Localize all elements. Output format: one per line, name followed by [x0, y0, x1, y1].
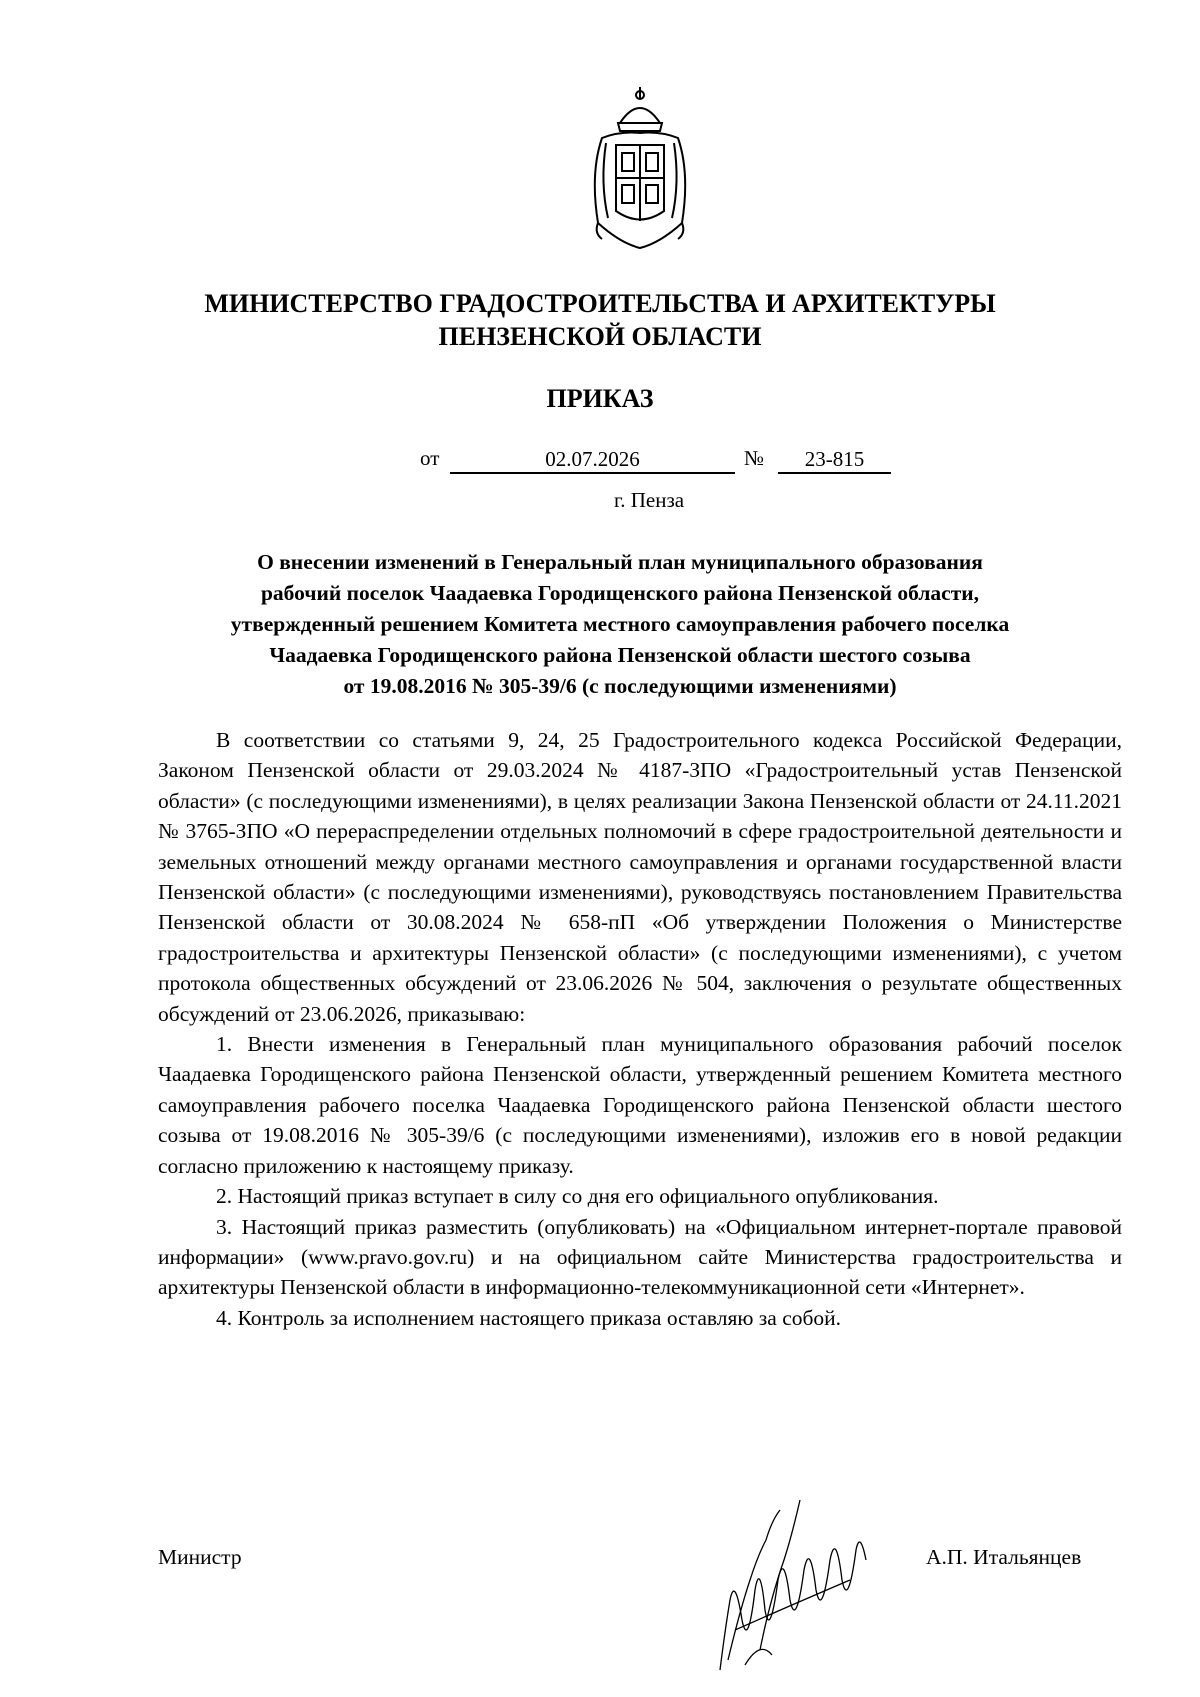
subject-line1: О внесении изменений в Генеральный план муниципального образования [257, 550, 983, 574]
date-label: от [420, 446, 440, 470]
signer-position: Министр [158, 1545, 242, 1569]
signer-name: А.П. Итальянцев [926, 1545, 1082, 1569]
order-item-3: 3. Настоящий приказ разместить (опубликовать) на «Официальном интернет-портале правовой информации» (www.pravo.gov.ru) и на официальном сайте Министерства градостроительства и архитектуры Пензенской области в информационно-телекоммуникационной сети «Интернет». [158, 1214, 1122, 1300]
subject-line4: Чаадаевка Городищенского района Пензенской области шестого созыва [269, 643, 971, 667]
handwritten-signature-icon [700, 1480, 880, 1680]
order-item-1: 1. Внести изменения в Генеральный план муниципального образования рабочий поселок Чаадаевка Городищенского района Пензенской области, утвержденный решением Комитета местного самоуправления рабочего поселка Чаадаевка Городищенского района Пензенской области шестого созыва от 19.08.2016 № 305-39/6 (с последующими изменениями), изложив его в новой редакции согласно приложению к настоящему приказу. [158, 1032, 1122, 1178]
number-label: № [744, 446, 765, 470]
subject-line5: от 19.08.2016 № 305-39/6 (с последующими изменениями) [343, 674, 897, 698]
organization-name-line1: МИНИСТЕРСТВО ГРАДОСТРОИТЕЛЬСТВА И АРХИТЕКТУРЫ [204, 289, 996, 318]
organization-name-line2: ПЕНЗЕНСКОЙ ОБЛАСТИ [438, 322, 762, 351]
city: г. Пенза [614, 488, 685, 512]
document-type: ПРИКАЗ [546, 384, 654, 413]
document-date: 02.07.2026 [450, 446, 735, 474]
subject-line2: рабочий поселок Чаадаевка Городищенского района Пензенской области, [260, 581, 980, 605]
preamble-paragraph: В соответствии со статьями 9, 24, 25 Градостроительного кодекса Российской Федерации, Законом Пензенской области от 29.03.2024 № 4187-ЗПО «Градостроительный устав Пензенской области» (с последующими изменениями), в целях реализации Закона Пензенской области от 24.11.2021 № 3765-ЗПО «О перераспределении отдельных полномочий в сфере градостроительной деятельности и земельных отношений между органами местного самоуправления и органами государственной власти Пензенской области» (с последующими изменениями), руководствуясь постановлением Правительства Пензенской области от 30.08.2024 № 658-пП «Об утверждении Положения о Министерстве градостроительства и архитектуры Пензенской области» (с последующими изменениями), с учетом протокола общественных обсуждений от 23.06.2026 № 504, заключения о результате общественных обсуждений от 23.06.2026, приказываю: [158, 728, 1122, 1026]
organization-title [150, 287, 1050, 353]
date-number-row [0, 446, 1200, 476]
order-item-4: 4. Контроль за исполнением настоящего приказа оставляю за собой. [216, 1305, 842, 1330]
order-item-2: 2. Настоящий приказ вступает в силу со дня его официального опубликования. [216, 1184, 939, 1209]
document-number: 23-815 [778, 446, 891, 474]
document-subject [160, 547, 1080, 702]
subject-line3: утвержденный решением Комитета местного самоуправления рабочего поселка [230, 612, 1010, 636]
document-body [158, 725, 1122, 1333]
coat-of-arms-icon [580, 83, 700, 253]
